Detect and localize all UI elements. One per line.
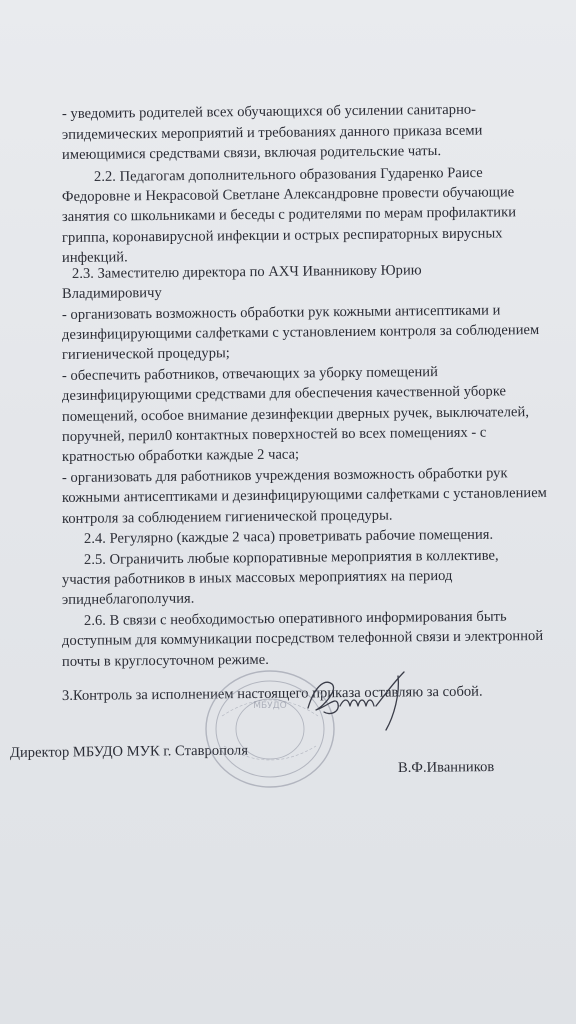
text-line: доступным для коммуникации посредством телефонной связи и электронной <box>61 627 544 649</box>
text-line: 2.4. Регулярно (каждые 2 часа) проветривать рабочие помещения. <box>83 526 494 547</box>
stamp-icon <box>200 664 340 794</box>
text-line: 2.6. В связи с необходимостью оперативного информирования быть <box>83 608 507 629</box>
text-line: кожными антисептиками и дезинфицирующими салфетками с установлением <box>61 484 547 506</box>
text-line: помещений, особое внимание дезинфекции дверных ручек, выключателей, <box>61 404 530 425</box>
text-line: почты в круглосуточном режиме. <box>61 651 269 670</box>
svg-text:МБУДО: МБУДО <box>253 701 287 711</box>
text-line: контроля за соблюдением гигиенической процедуры. <box>61 507 393 527</box>
text-line: гриппа, коронавирусной инфекции и острых респираторных вирусных <box>61 225 503 246</box>
signature-name: В.Ф.Иванников <box>397 758 495 776</box>
text-line: занятия со школьниками и беседы с родителями по мерам профилактики <box>61 204 517 225</box>
text-line: - организовать для работников учреждения возможность обработки рук <box>61 465 508 486</box>
text-line: Владимировичу <box>61 284 162 302</box>
text-line: кратностью обработки каждые 2 часа; <box>61 446 300 465</box>
text-line: инфекций. <box>61 249 128 266</box>
text-line: 2.3. Заместителю директора по АХЧ Иванникову Юрию <box>71 262 422 282</box>
text-line: участия работников в иных массовых мероприятиях на период <box>61 567 453 588</box>
signature-position: Директор МБУДО МУК г. Ставрополя <box>9 742 249 761</box>
text-line: эпиднеблагополучия. <box>61 590 195 608</box>
text-line: 2.2. Педагогам дополнительного образования Гударенко Раисе <box>93 164 483 185</box>
text-line: эпидемических мероприятий и требованиях данного приказа всеми <box>61 122 483 143</box>
text-line: 2.5. Ограничить любые корпоративные мероприятия в коллективе, <box>83 547 499 568</box>
text-line: Федоровне и Некрасовой Светлане Александровне провести обучающие <box>61 184 515 205</box>
text-line: 3.Контроль за исполнением настоящего приказа оставляю за собой. <box>61 683 483 704</box>
text-line: - обеспечить работников, отвечающих за уборку помещений <box>61 364 438 384</box>
text-line: поручней, перил0 контактных поверхностей во всех помещениях - с <box>61 424 487 445</box>
text-line: имеющимися средствами связи, включая родительские чаты. <box>61 143 442 163</box>
text-line: гигиенической процедуры; <box>61 345 230 363</box>
text-line: дезинфицирующими средствами для обеспечения качественной уборке <box>61 383 507 404</box>
text-line: - уведомить родителей всех обучающихся об усилении санитарно- <box>61 101 477 122</box>
text-line: - организовать возможность обработки рук кожными антисептиками и <box>61 302 501 323</box>
text-line: дезинфицирующими салфетками с установлением контроля за соблюдением <box>61 322 540 343</box>
